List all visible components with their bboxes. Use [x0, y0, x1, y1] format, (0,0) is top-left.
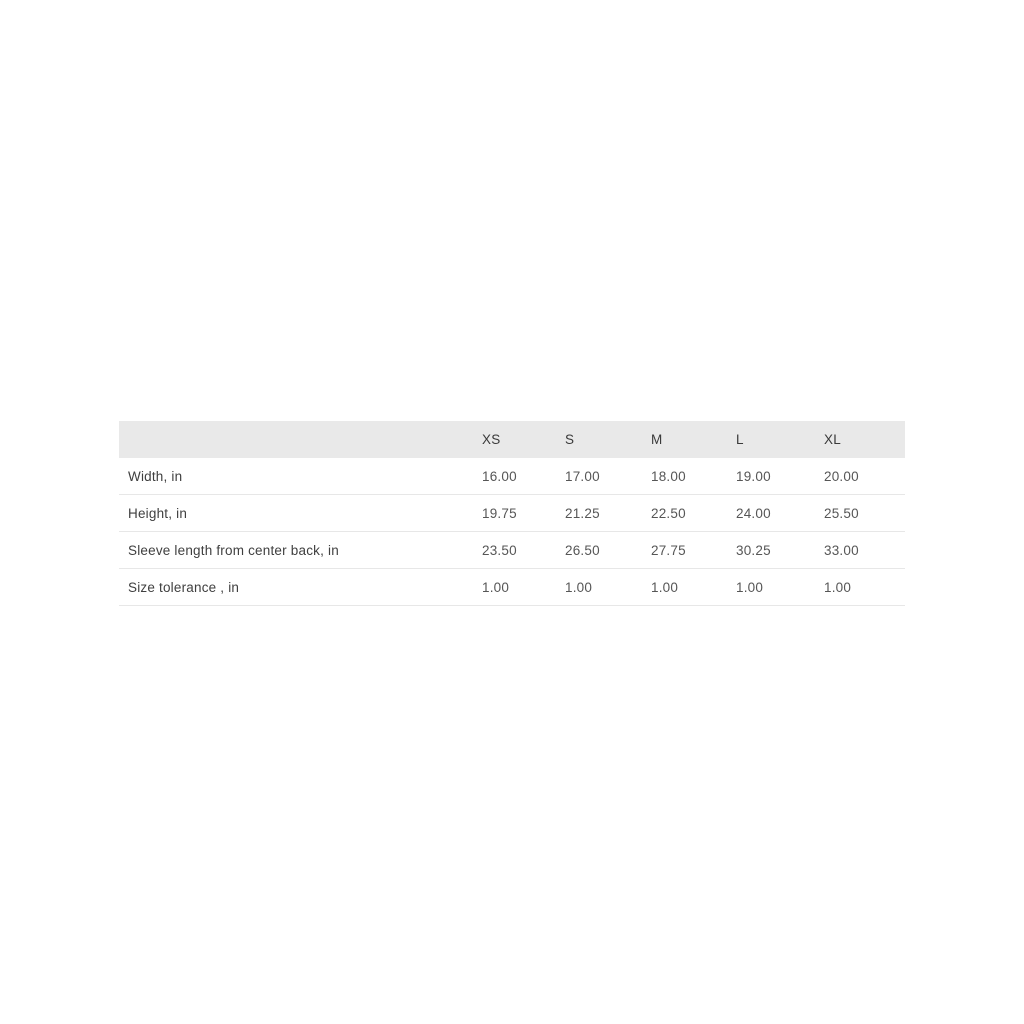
row-label: Sleeve length from center back, in [119, 532, 482, 569]
header-empty-cell [119, 421, 482, 458]
cell-value: 19.00 [736, 458, 824, 495]
cell-value: 21.25 [565, 495, 651, 532]
cell-value: 1.00 [824, 569, 905, 606]
cell-value: 22.50 [651, 495, 736, 532]
header-size-l: L [736, 421, 824, 458]
size-chart-table [119, 421, 905, 606]
table-row-height [119, 495, 905, 532]
table-row-width [119, 458, 905, 495]
cell-value: 26.50 [565, 532, 651, 569]
cell-value: 27.75 [651, 532, 736, 569]
cell-value: 25.50 [824, 495, 905, 532]
cell-value: 1.00 [651, 569, 736, 606]
size-chart-header-row [119, 421, 905, 458]
cell-value: 33.00 [824, 532, 905, 569]
cell-value: 20.00 [824, 458, 905, 495]
row-label: Height, in [119, 495, 482, 532]
row-label: Size tolerance , in [119, 569, 482, 606]
table-row-size-tolerance [119, 569, 905, 606]
cell-value: 17.00 [565, 458, 651, 495]
header-size-s: S [565, 421, 651, 458]
cell-value: 23.50 [482, 532, 565, 569]
cell-value: 24.00 [736, 495, 824, 532]
table-row-sleeve-length [119, 532, 905, 569]
cell-value: 16.00 [482, 458, 565, 495]
cell-value: 1.00 [565, 569, 651, 606]
header-size-xs: XS [482, 421, 565, 458]
cell-value: 30.25 [736, 532, 824, 569]
size-chart [119, 421, 905, 606]
cell-value: 1.00 [736, 569, 824, 606]
cell-value: 18.00 [651, 458, 736, 495]
cell-value: 1.00 [482, 569, 565, 606]
row-label: Width, in [119, 458, 482, 495]
header-size-xl: XL [824, 421, 905, 458]
header-size-m: M [651, 421, 736, 458]
cell-value: 19.75 [482, 495, 565, 532]
